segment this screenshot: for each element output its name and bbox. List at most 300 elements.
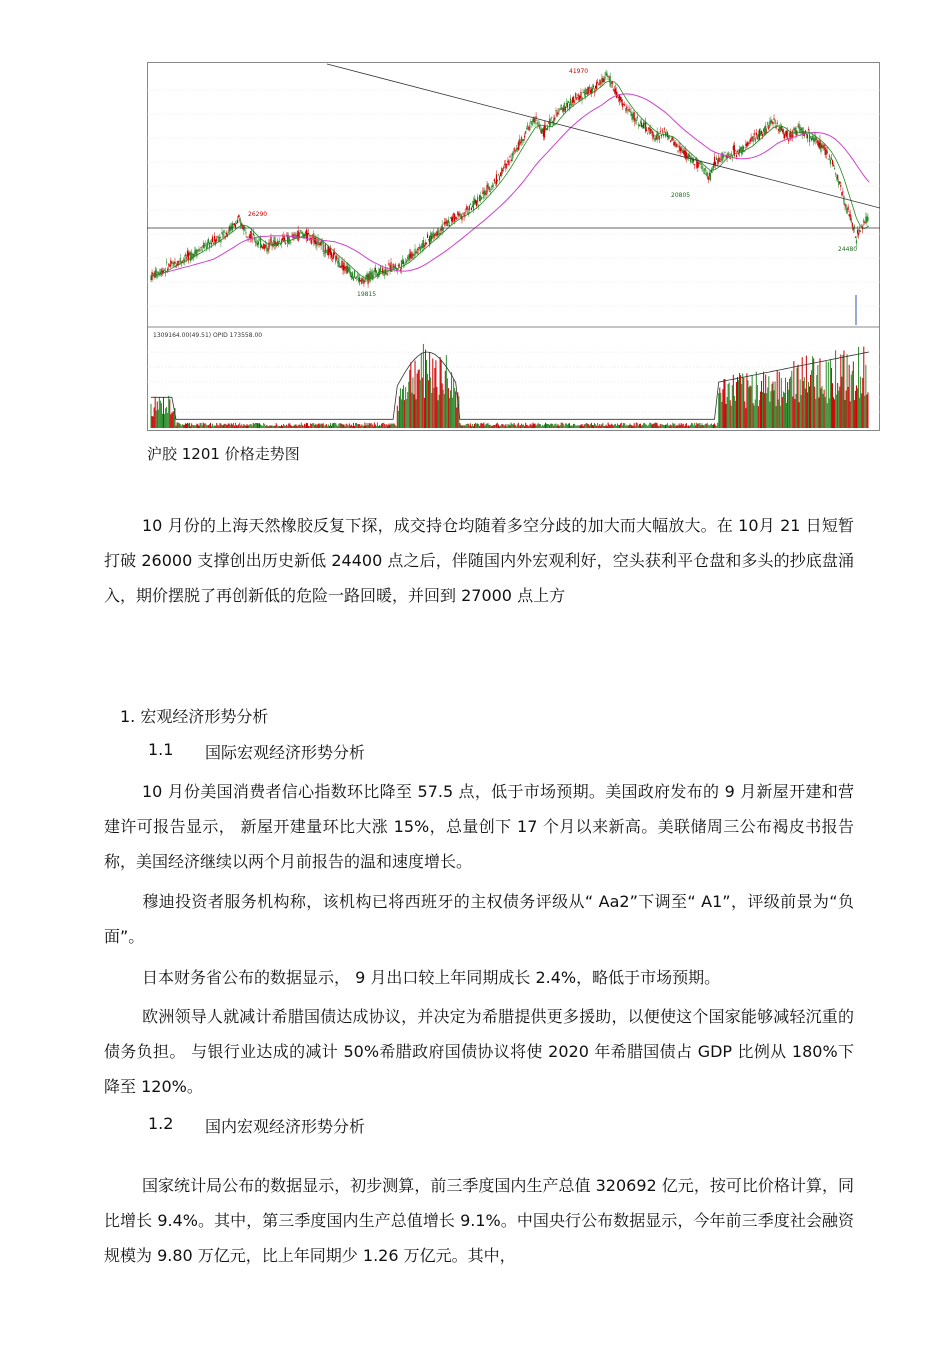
candle-body [572,97,573,102]
volume-bar [234,426,235,428]
volume-bar [568,424,569,428]
candle-body [467,207,468,210]
volume-bar [156,410,157,428]
candle-body [579,96,580,99]
volume-bar [856,385,857,428]
volume-bar [792,397,793,428]
volume-bar [456,408,457,428]
candle-body [259,240,260,241]
volume-bar [312,423,313,428]
volume-bar [603,426,604,428]
volume-bar [552,424,553,428]
volume-bar [281,425,282,428]
candle-body [339,266,340,267]
candle-body [616,92,617,98]
volume-bar [444,394,445,428]
volume-bar [190,426,191,428]
volume-bar [756,372,757,428]
candle-body [637,116,638,118]
volume-bar [790,377,791,428]
price-chart [147,62,880,431]
volume-bar [377,423,378,428]
candle-body [518,142,519,150]
volume-bar [309,426,310,428]
volume-bar [515,425,516,428]
volume-bar [523,425,524,428]
volume-bar [754,406,755,428]
volume-bar [316,425,317,428]
volume-bar [252,426,253,428]
candle-body [444,222,445,225]
volume-bar [576,425,577,428]
candle-body [325,244,326,252]
volume-bar [254,424,255,428]
candle-body [642,125,643,127]
volume-bar [516,426,517,428]
candle-body [745,144,746,146]
volume-bar [519,425,520,428]
candle-body [839,182,840,184]
volume-bar [300,425,301,428]
candle-body [454,214,455,222]
candle-body [398,265,399,266]
candle-body [152,273,153,274]
volume-bar [179,423,180,428]
candle-body [836,177,837,178]
volume-bar [616,426,617,428]
candle-body [186,258,187,259]
volume-bar [764,393,765,428]
candle-body [425,242,426,245]
candle-body [199,250,200,251]
volume-bar [261,425,262,428]
volume-bar [256,423,257,428]
candle-body [294,234,295,235]
volume-bar [359,424,360,428]
candle-body [656,136,657,140]
volume-bar [668,426,669,428]
volume-bar [670,425,671,428]
candle-body [624,105,625,106]
candle-body [216,239,217,241]
volume-bar [529,425,530,428]
volume-bar [200,423,201,428]
candle-body [198,249,199,251]
volume-bar [459,423,460,428]
candle-body [856,240,857,243]
volume-bar [334,423,335,428]
volume-bar [635,426,636,428]
candle-body [495,182,496,183]
candle-body [316,242,317,247]
candle-body [328,247,329,256]
volume-bar [435,360,436,428]
volume-bar [594,423,595,428]
candle-body [432,233,433,237]
volume-bar [697,424,698,428]
candle-body [659,136,660,140]
volume-bar [199,426,200,428]
volume-bar [230,425,231,428]
volume-bar [181,426,182,428]
candle-body [729,154,730,155]
volume-bar [761,381,762,428]
volume-bar [495,425,496,428]
candle-body [819,139,820,148]
volume-bar [506,426,507,428]
candle-body [541,130,542,134]
candle-body [683,150,684,153]
candle-body [707,173,708,177]
candle-body [623,104,624,105]
candle-body [479,195,480,201]
candle-body [321,241,322,245]
candle-body [848,206,849,210]
volume-bar [827,403,828,428]
candle-body [354,271,355,278]
candle-body [735,150,736,151]
volume-bar [196,424,197,428]
candle-body [760,131,761,135]
paragraph-1: 10 月份的上海天然橡胶反复下探，成交持仓均随着多空分歧的加大而大幅放大。在 10月 21 日短暂打破 26000 支撑创出历史新低 24400 点之后，伴随国内外宏观利好，空头获利平仓盘和多头的抄底盘涌入，期价摆脱了再创新低的危险一路回暖，并回到 27000 点上方 [104,516,854,605]
volume-bar [631,425,632,428]
volume-bar [349,423,350,428]
volume-bar [239,423,240,428]
volume-bar [304,424,305,428]
volume-bar [410,362,411,428]
candle-body [586,93,587,94]
volume-bar [746,373,747,428]
candle-body [634,112,635,121]
candle-body [232,223,233,230]
candle-body [492,185,493,188]
volume-bar [197,424,198,428]
volume-bar [530,424,531,428]
volume-bar [676,425,677,428]
volume-bar [443,390,444,428]
candle-body [266,246,267,251]
candle-body [203,245,204,247]
candle-body [547,127,548,130]
candle-body [575,93,576,98]
candle-body [459,213,460,214]
volume-bar [329,426,330,428]
candle-body [501,168,502,176]
candle-body [302,232,303,234]
candle-body [814,138,815,142]
candle-body [257,243,258,245]
volume-bar [219,423,220,428]
candle-body [413,255,414,256]
volume-bar [624,423,625,428]
volume-bar [167,413,168,428]
volume-bar [333,423,334,428]
volume-bar [549,425,550,428]
volume-bar [526,425,527,428]
candle-body [195,249,196,255]
volume-bar [716,426,717,428]
candle-body [223,230,224,233]
candle-body [717,160,718,164]
volume-bar [280,426,281,428]
candle-body [766,132,767,133]
volume-bar [674,423,675,428]
volume-bar [740,375,741,428]
volume-bar [264,424,265,428]
volume-bar [824,390,825,428]
volume-bar [570,426,571,428]
volume-bar [528,426,529,428]
volume-bar [379,425,380,428]
volume-bar [321,423,322,428]
volume-bar [386,424,387,428]
volume-bar [583,426,584,428]
candle-body [386,273,387,274]
volume-bar [389,425,390,428]
candle-body [791,135,792,138]
candle-body [855,237,856,238]
candle-body [618,97,619,98]
volume-bar [178,423,179,428]
volume-bar [206,425,207,428]
candle-body [211,243,212,244]
candle-body [308,233,309,234]
candle-body [155,271,156,277]
volume-bar [507,424,508,428]
volume-bar [307,423,308,428]
volume-bar [772,382,773,428]
candle-body [693,160,694,162]
volume-bar [802,357,803,428]
volume-bar [598,426,599,428]
volume-bar [338,424,339,428]
candle-body [202,250,203,251]
candle-body [568,101,569,103]
volume-bar [470,423,471,428]
candle-body [746,143,747,148]
volume-bar [781,378,782,428]
candle-body [480,196,481,200]
volume-bar [396,426,397,428]
volume-bar [860,377,861,428]
volume-bar [645,424,646,428]
candle-body [324,253,325,254]
candle-body [352,272,353,278]
candle-body [851,218,852,222]
volume-bar [224,424,225,428]
volume-bar [487,423,488,428]
candle-body [340,266,341,268]
volume-bar [640,424,641,428]
candle-body [630,112,631,116]
volume-bar [257,423,258,428]
candle-body [486,185,487,193]
volume-bar [614,424,615,428]
volume-bar [587,423,588,428]
volume-bar [571,425,572,428]
volume-bar [715,425,716,428]
volume-bar [767,387,768,428]
candle-body [645,122,646,131]
volume-bar [363,426,364,428]
candle-body [681,148,682,151]
candle-body [245,232,246,233]
volume-bar [680,425,681,428]
candle-body [394,266,395,268]
volume-bar [232,425,233,428]
volume-bar [708,425,709,428]
candle-body [783,129,784,134]
candle-body [239,219,240,221]
volume-bar [807,392,808,428]
candle-body [801,129,802,130]
candle-body [592,88,593,92]
volume-bar [730,400,731,428]
candle-body [403,261,404,264]
volume-bar [208,425,209,428]
volume-bar [814,387,815,428]
volume-bar [789,379,790,428]
candle-body [737,151,738,152]
volume-bar [709,425,710,428]
candle-body [471,208,472,210]
candle-body [838,181,839,185]
candle-body [526,128,527,129]
candle-body [798,124,799,129]
candle-body [780,127,781,132]
candle-body [585,89,586,98]
candle-body [470,204,471,205]
candle-body [596,82,597,89]
candle-body [508,160,509,165]
volume-bar [690,425,691,428]
volume-bar [796,368,797,428]
candle-body [626,106,627,109]
candle-body [312,236,313,237]
candle-body [696,160,697,168]
volume-bar [227,425,228,428]
volume-bar [253,423,254,428]
volume-bar [315,424,316,428]
volume-bar [841,377,842,428]
volume-bar [500,425,501,428]
volume-bar [508,424,509,428]
volume-bar [618,425,619,428]
candle-body [314,238,315,244]
candle-body [557,112,558,113]
volume-bar [401,399,402,428]
volume-bar [320,424,321,428]
volume-bar [407,392,408,428]
candle-body [179,261,180,262]
volume-bar [188,424,189,428]
volume-bar [829,398,830,428]
candle-body [437,228,438,235]
volume-bar [378,426,379,428]
volume-bar [250,424,251,428]
volume-bar [721,402,722,428]
volume-bar [847,354,848,428]
candle-body [544,125,545,138]
volume-bar [408,382,409,428]
volume-bar [626,425,627,428]
candle-body [797,126,798,127]
volume-bar [799,402,800,428]
volume-bar [159,397,160,428]
volume-bar [692,423,693,428]
candle-body [653,135,654,137]
candle-body [817,140,818,145]
candle-body [438,234,439,235]
candle-body [723,156,724,157]
volume-bar [532,423,533,428]
candle-body [670,140,671,142]
candle-body [507,161,508,163]
candle-body [674,142,675,145]
volume-bar [539,424,540,428]
candle-body [345,267,346,269]
candle-body [506,164,507,165]
candle-body [730,158,731,159]
volume-bar [413,394,414,428]
volume-bar [703,425,704,428]
volume-bar [852,371,853,428]
candle-body [185,254,186,256]
volume-bar [625,426,626,428]
candle-body [361,278,362,284]
paragraph-2: 10 月份美国消费者信心指数环比降至 57.5 点，低于市场预期。美国政府发布的 9 月新屋开建和营建许可报告显示， 新屋开建量环比大涨 15%，总量创下 17 个月以来新高。美联储周三公布褐皮书报告称，美国经济继续以两个月前报告的温和速度增长。 [104,782,854,871]
volume-bar [585,424,586,428]
candle-body [682,150,683,151]
volume-bar [698,423,699,428]
volume-bar [382,423,383,428]
volume-bar [291,426,292,428]
candle-body [430,233,431,241]
volume-bar [442,383,443,428]
candle-body [419,247,420,248]
candle-body [542,129,543,133]
candle-body [756,133,757,136]
volume-bar [778,399,779,428]
volume-bar [455,391,456,428]
volume-bar [381,424,382,428]
candle-body [409,254,410,258]
volume-bar [228,423,229,428]
volume-bar [183,425,184,428]
volume-bar [367,423,368,428]
candle-body [484,191,485,195]
candle-body [307,233,308,241]
candle-body [832,160,833,165]
volume-bar [355,423,356,428]
volume-bar [501,424,502,428]
volume-bar [738,380,739,428]
candle-body [469,206,470,210]
volume-bar [816,375,817,428]
volume-bar [602,423,603,428]
volume-bar [346,424,347,428]
volume-bar [745,408,746,428]
candle-body [597,82,598,83]
volume-bar [647,426,648,428]
volume-bar [666,425,667,428]
candle-body [807,134,808,138]
candle-body [275,241,276,246]
candle-body [418,249,419,250]
candle-body [341,261,342,267]
candle-body [335,256,336,262]
volume-bar [430,377,431,428]
